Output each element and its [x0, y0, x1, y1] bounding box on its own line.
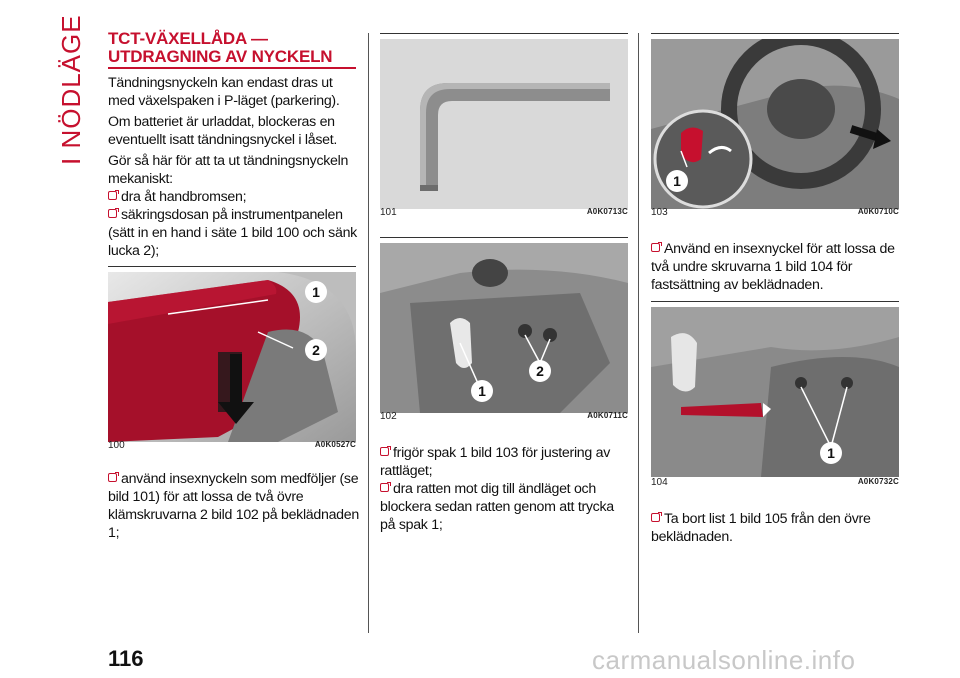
figure-101-image	[380, 39, 628, 209]
figure-100	[108, 266, 356, 456]
section-side-tab	[52, 14, 92, 165]
figure-top-rule	[380, 237, 628, 238]
figure-number: 103	[651, 207, 668, 218]
lower-trim-illustration	[651, 307, 899, 477]
figure-102-image	[380, 243, 628, 413]
figure-number: 102	[380, 411, 397, 422]
steering-wheel-illustration	[651, 39, 899, 209]
figure-code: A0K0710C	[857, 207, 899, 216]
figure-top-rule	[651, 301, 899, 302]
callout-2: 2	[536, 363, 544, 379]
checkbox-bullet-icon	[651, 513, 660, 522]
callout-1: 1	[827, 445, 835, 461]
callout-2: 2	[312, 342, 320, 358]
checkbox-bullet-icon	[108, 473, 117, 482]
figure-top-rule	[108, 266, 356, 267]
list-item-hex-key	[108, 470, 360, 542]
list-item-text: frigör spak 1 bild 103 för justering av rattläget;	[380, 445, 610, 479]
figure-100-image	[108, 272, 356, 442]
steering-column-trim-illustration	[380, 243, 628, 413]
figure-number: 104	[651, 477, 668, 488]
figure-code: A0K0713C	[586, 207, 628, 216]
paragraph-intro: Tändningsnyckeln kan endast dras ut med växelspaken i P-läget (parkering).	[108, 75, 340, 109]
paragraph-battery: Om batteriet är urladdat, blockeras en eventuellt isatt tändningsnyckel i låset.	[108, 114, 338, 148]
list-item-handbrake	[108, 188, 360, 206]
checkbox-bullet-icon	[108, 191, 117, 200]
list-item-text: använd insexnyckeln som medföljer (se bild 101) för att lossa de två övre klämskruvarna 2 bild 102 på beklädnaden 1;	[108, 471, 359, 541]
figure-number: 101	[380, 207, 397, 218]
section-side-tab-label: I NÖDLÄGE	[56, 14, 86, 165]
column-divider-1	[368, 33, 369, 633]
list-item-text: dra ratten mot dig till ändläget och blockera sedan ratten genom att trycka på spak 1;	[380, 481, 614, 533]
list-item-text: Använd en insexnyckel för att lossa de två undre skruvarna 1 bild 104 för fastsättning av beklädnaden.	[651, 241, 895, 293]
hex-key-illustration	[380, 39, 628, 209]
list-item-remove-strip	[651, 510, 901, 546]
figure-104-image	[651, 307, 899, 477]
figure-code: A0K0711C	[587, 411, 628, 420]
figure-103-image	[651, 39, 899, 209]
page-number: 116	[108, 646, 144, 671]
list-item-fusebox	[108, 206, 360, 260]
callout-1: 1	[478, 383, 486, 399]
checkbox-bullet-icon	[380, 447, 389, 456]
fusebox-illustration	[108, 272, 356, 442]
figure-code: A0K0732C	[857, 477, 899, 486]
paragraph-procedure: Gör så här för att ta ut tändningsnyckeln mekaniskt:	[108, 153, 349, 187]
section-title-line-1: TCT-VÄXELLÅDA —	[108, 29, 268, 48]
list-item-pull-wheel	[380, 480, 630, 534]
figure-102	[380, 237, 628, 427]
title-underline	[108, 67, 356, 69]
figure-top-rule	[380, 33, 628, 34]
checkbox-bullet-icon	[651, 243, 660, 252]
section-title-line-2: UTDRAGNING AV NYCKELN	[108, 47, 333, 66]
figure-code: A0K0527C	[314, 440, 356, 449]
section-title	[108, 30, 356, 66]
figure-104	[651, 301, 899, 491]
list-item-text: Ta bort list 1 bild 105 från den övre beklädnaden.	[651, 511, 871, 545]
callout-1: 1	[312, 284, 320, 300]
list-item-release-lever	[380, 444, 630, 480]
checkbox-bullet-icon	[380, 483, 389, 492]
list-item-text: säkringsdosan på instrumentpanelen (sätt in en hand i säte 1 bild 100 och sänk lucka 2);	[108, 207, 357, 259]
callout-1: 1	[673, 173, 681, 189]
checkbox-bullet-icon	[108, 209, 117, 218]
figure-103	[651, 33, 899, 223]
figure-number: 100	[108, 440, 125, 451]
column-divider-2	[638, 33, 639, 633]
figure-top-rule	[651, 33, 899, 34]
list-item-lower-screws	[651, 240, 901, 294]
list-item-text: dra åt handbromsen;	[121, 189, 247, 205]
watermark: carmanualsonline.info	[592, 645, 856, 675]
figure-101	[380, 33, 628, 223]
